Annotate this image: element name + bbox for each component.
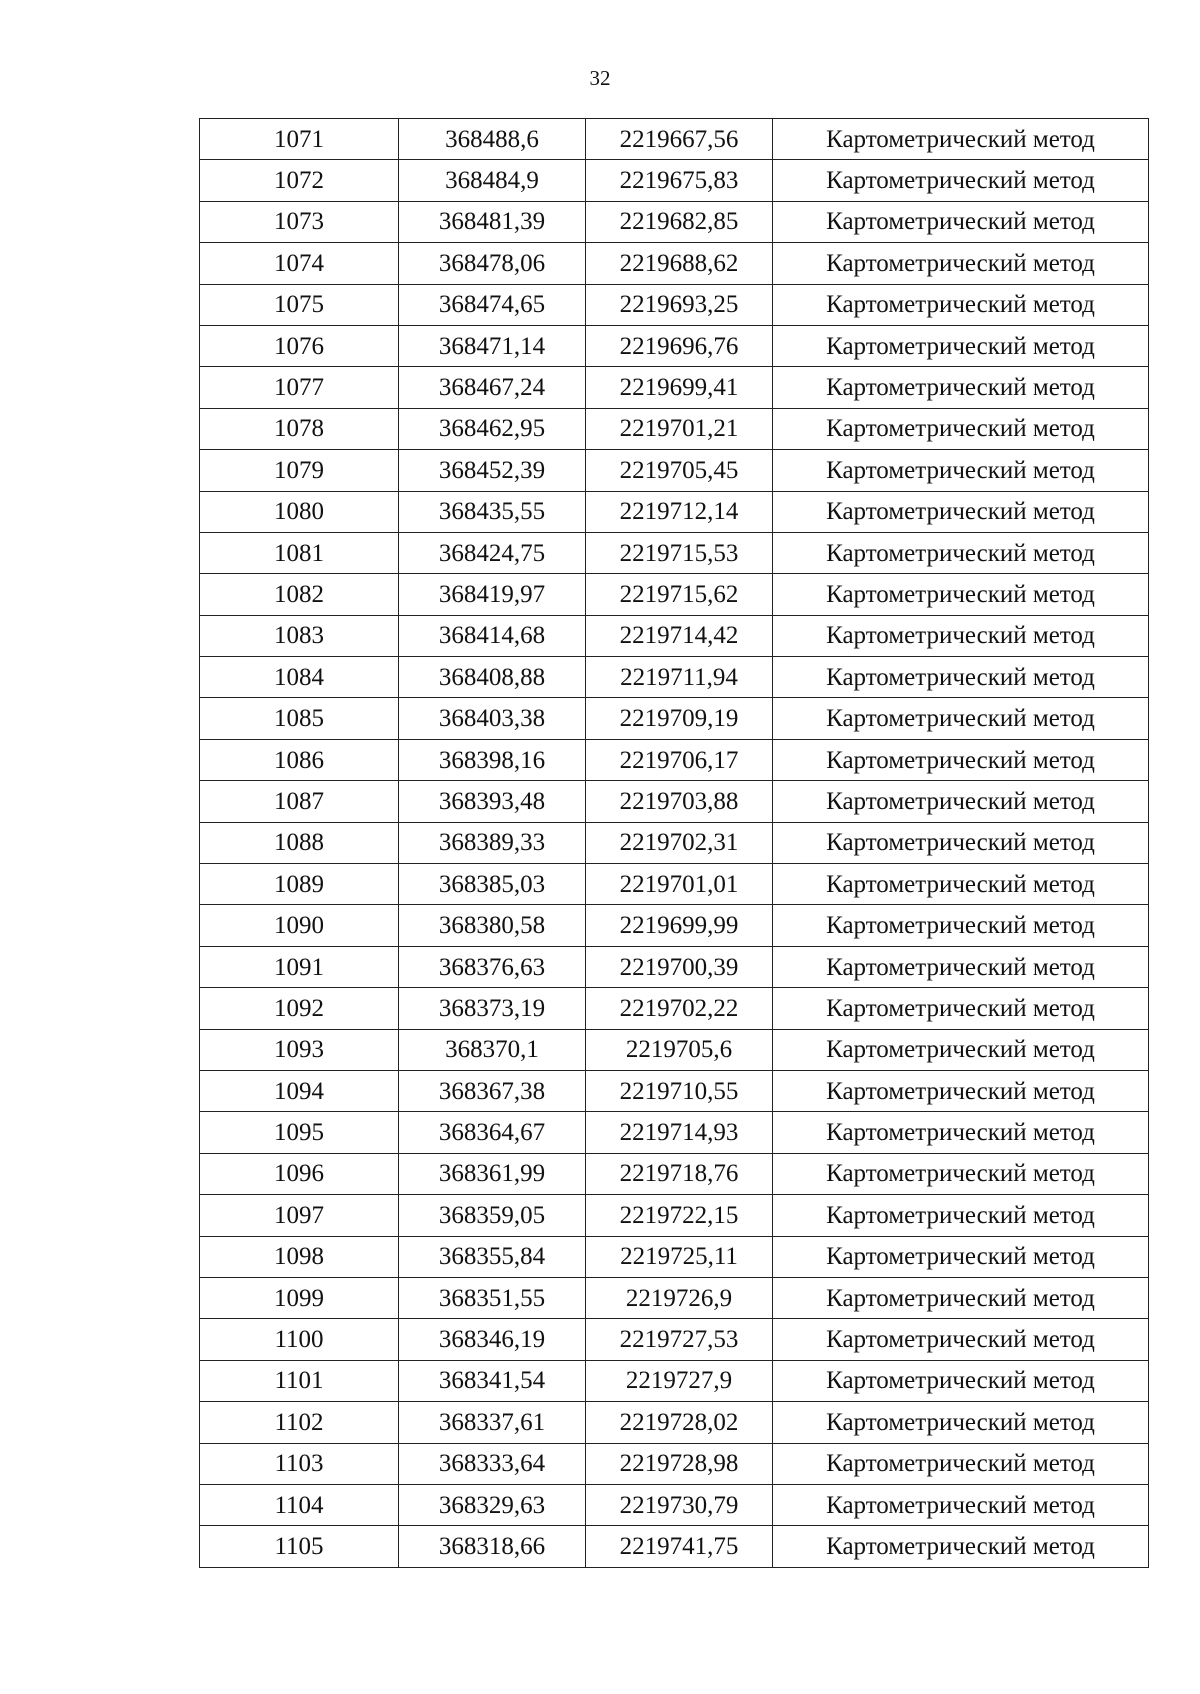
- table-row: [200, 1360, 1149, 1401]
- x-coordinate-cell: 368462,95: [399, 408, 586, 449]
- point-number-cell: 1101: [200, 1360, 399, 1401]
- y-coordinate-cell: 2219728,98: [586, 1443, 773, 1484]
- y-coordinate-cell: 2219702,31: [586, 822, 773, 863]
- method-cell: Картометрический метод: [773, 284, 1149, 325]
- point-number-cell: 1096: [200, 1153, 399, 1194]
- method-cell: Картометрический метод: [773, 1029, 1149, 1070]
- x-coordinate-cell: 368389,33: [399, 822, 586, 863]
- x-coordinate-cell: 368435,55: [399, 491, 586, 532]
- x-coordinate-cell: 368333,64: [399, 1443, 586, 1484]
- method-cell: Картометрический метод: [773, 201, 1149, 242]
- y-coordinate-cell: 2219700,39: [586, 946, 773, 987]
- y-coordinate-cell: 2219696,76: [586, 325, 773, 366]
- table-row: [200, 532, 1149, 573]
- x-coordinate-cell: 368471,14: [399, 325, 586, 366]
- x-coordinate-cell: 368414,68: [399, 615, 586, 656]
- y-coordinate-cell: 2219718,76: [586, 1153, 773, 1194]
- method-cell: Картометрический метод: [773, 1402, 1149, 1443]
- method-cell: Картометрический метод: [773, 491, 1149, 532]
- method-cell: Картометрический метод: [773, 325, 1149, 366]
- x-coordinate-cell: 368403,38: [399, 698, 586, 739]
- method-cell: Картометрический метод: [773, 1195, 1149, 1236]
- y-coordinate-cell: 2219711,94: [586, 657, 773, 698]
- point-number-cell: 1098: [200, 1236, 399, 1277]
- x-coordinate-cell: 368408,88: [399, 657, 586, 698]
- method-cell: Картометрический метод: [773, 657, 1149, 698]
- y-coordinate-cell: 2219722,15: [586, 1195, 773, 1236]
- table-row: [200, 1029, 1149, 1070]
- y-coordinate-cell: 2219714,93: [586, 1112, 773, 1153]
- coordinates-table: [199, 118, 1149, 1568]
- x-coordinate-cell: 368484,9: [399, 160, 586, 201]
- point-number-cell: 1079: [200, 450, 399, 491]
- point-number-cell: 1071: [200, 119, 399, 160]
- y-coordinate-cell: 2219730,79: [586, 1484, 773, 1525]
- point-number-cell: 1092: [200, 988, 399, 1029]
- point-number-cell: 1086: [200, 739, 399, 780]
- x-coordinate-cell: 368385,03: [399, 864, 586, 905]
- point-number-cell: 1082: [200, 574, 399, 615]
- x-coordinate-cell: 368364,67: [399, 1112, 586, 1153]
- point-number-cell: 1093: [200, 1029, 399, 1070]
- x-coordinate-cell: 368398,16: [399, 739, 586, 780]
- method-cell: Картометрический метод: [773, 243, 1149, 284]
- x-coordinate-cell: 368361,99: [399, 1153, 586, 1194]
- y-coordinate-cell: 2219705,6: [586, 1029, 773, 1070]
- table-row: [200, 905, 1149, 946]
- y-coordinate-cell: 2219706,17: [586, 739, 773, 780]
- x-coordinate-cell: 368359,05: [399, 1195, 586, 1236]
- point-number-cell: 1104: [200, 1484, 399, 1525]
- point-number-cell: 1073: [200, 201, 399, 242]
- y-coordinate-cell: 2219688,62: [586, 243, 773, 284]
- method-cell: Картометрический метод: [773, 988, 1149, 1029]
- point-number-cell: 1087: [200, 781, 399, 822]
- point-number-cell: 1105: [200, 1526, 399, 1567]
- method-cell: Картометрический метод: [773, 615, 1149, 656]
- method-cell: Картометрический метод: [773, 367, 1149, 408]
- coordinates-table-body: [200, 119, 1149, 1568]
- y-coordinate-cell: 2219725,11: [586, 1236, 773, 1277]
- method-cell: Картометрический метод: [773, 739, 1149, 780]
- table-row: [200, 284, 1149, 325]
- x-coordinate-cell: 368373,19: [399, 988, 586, 1029]
- method-cell: Картометрический метод: [773, 1484, 1149, 1525]
- x-coordinate-cell: 368337,61: [399, 1402, 586, 1443]
- table-row: [200, 1402, 1149, 1443]
- method-cell: Картометрический метод: [773, 574, 1149, 615]
- table-row: [200, 450, 1149, 491]
- x-coordinate-cell: 368467,24: [399, 367, 586, 408]
- x-coordinate-cell: 368376,63: [399, 946, 586, 987]
- method-cell: Картометрический метод: [773, 119, 1149, 160]
- x-coordinate-cell: 368367,38: [399, 1070, 586, 1111]
- point-number-cell: 1078: [200, 408, 399, 449]
- point-number-cell: 1077: [200, 367, 399, 408]
- point-number-cell: 1081: [200, 532, 399, 573]
- table-row: [200, 160, 1149, 201]
- method-cell: Картометрический метод: [773, 1236, 1149, 1277]
- x-coordinate-cell: 368351,55: [399, 1277, 586, 1318]
- point-number-cell: 1084: [200, 657, 399, 698]
- table-row: [200, 408, 1149, 449]
- table-row: [200, 657, 1149, 698]
- point-number-cell: 1100: [200, 1319, 399, 1360]
- y-coordinate-cell: 2219703,88: [586, 781, 773, 822]
- method-cell: Картометрический метод: [773, 781, 1149, 822]
- table-row: [200, 574, 1149, 615]
- x-coordinate-cell: 368341,54: [399, 1360, 586, 1401]
- y-coordinate-cell: 2219710,55: [586, 1070, 773, 1111]
- y-coordinate-cell: 2219675,83: [586, 160, 773, 201]
- method-cell: Картометрический метод: [773, 1319, 1149, 1360]
- x-coordinate-cell: 368346,19: [399, 1319, 586, 1360]
- y-coordinate-cell: 2219741,75: [586, 1526, 773, 1567]
- method-cell: Картометрический метод: [773, 408, 1149, 449]
- method-cell: Картометрический метод: [773, 1153, 1149, 1194]
- x-coordinate-cell: 368355,84: [399, 1236, 586, 1277]
- table-row: [200, 739, 1149, 780]
- method-cell: Картометрический метод: [773, 1070, 1149, 1111]
- table-row: [200, 946, 1149, 987]
- point-number-cell: 1083: [200, 615, 399, 656]
- method-cell: Картометрический метод: [773, 1443, 1149, 1484]
- table-row: [200, 864, 1149, 905]
- y-coordinate-cell: 2219709,19: [586, 698, 773, 739]
- table-row: [200, 1484, 1149, 1525]
- y-coordinate-cell: 2219701,21: [586, 408, 773, 449]
- point-number-cell: 1080: [200, 491, 399, 532]
- x-coordinate-cell: 368424,75: [399, 532, 586, 573]
- x-coordinate-cell: 368419,97: [399, 574, 586, 615]
- y-coordinate-cell: 2219712,14: [586, 491, 773, 532]
- point-number-cell: 1085: [200, 698, 399, 739]
- y-coordinate-cell: 2219727,9: [586, 1360, 773, 1401]
- method-cell: Картометрический метод: [773, 450, 1149, 491]
- table-row: [200, 243, 1149, 284]
- table-row: [200, 1153, 1149, 1194]
- point-number-cell: 1075: [200, 284, 399, 325]
- point-number-cell: 1099: [200, 1277, 399, 1318]
- method-cell: Картометрический метод: [773, 905, 1149, 946]
- table-row: [200, 1112, 1149, 1153]
- table-row: [200, 119, 1149, 160]
- table-row: [200, 1195, 1149, 1236]
- y-coordinate-cell: 2219705,45: [586, 450, 773, 491]
- table-row: [200, 1070, 1149, 1111]
- method-cell: Картометрический метод: [773, 1277, 1149, 1318]
- x-coordinate-cell: 368318,66: [399, 1526, 586, 1567]
- x-coordinate-cell: 368481,39: [399, 201, 586, 242]
- y-coordinate-cell: 2219693,25: [586, 284, 773, 325]
- point-number-cell: 1097: [200, 1195, 399, 1236]
- table-row: [200, 491, 1149, 532]
- x-coordinate-cell: 368329,63: [399, 1484, 586, 1525]
- table-row: [200, 822, 1149, 863]
- y-coordinate-cell: 2219702,22: [586, 988, 773, 1029]
- table-row: [200, 1236, 1149, 1277]
- y-coordinate-cell: 2219715,53: [586, 532, 773, 573]
- y-coordinate-cell: 2219727,53: [586, 1319, 773, 1360]
- point-number-cell: 1089: [200, 864, 399, 905]
- y-coordinate-cell: 2219701,01: [586, 864, 773, 905]
- table-row: [200, 988, 1149, 1029]
- table-row: [200, 1277, 1149, 1318]
- table-row: [200, 1526, 1149, 1567]
- method-cell: Картометрический метод: [773, 532, 1149, 573]
- x-coordinate-cell: 368474,65: [399, 284, 586, 325]
- y-coordinate-cell: 2219699,99: [586, 905, 773, 946]
- x-coordinate-cell: 368393,48: [399, 781, 586, 822]
- table-row: [200, 1319, 1149, 1360]
- method-cell: Картометрический метод: [773, 160, 1149, 201]
- method-cell: Картометрический метод: [773, 1360, 1149, 1401]
- point-number-cell: 1074: [200, 243, 399, 284]
- x-coordinate-cell: 368380,58: [399, 905, 586, 946]
- point-number-cell: 1088: [200, 822, 399, 863]
- point-number-cell: 1102: [200, 1402, 399, 1443]
- x-coordinate-cell: 368488,6: [399, 119, 586, 160]
- method-cell: Картометрический метод: [773, 1526, 1149, 1567]
- table-row: [200, 615, 1149, 656]
- method-cell: Картометрический метод: [773, 698, 1149, 739]
- table-row: [200, 1443, 1149, 1484]
- table-row: [200, 781, 1149, 822]
- y-coordinate-cell: 2219714,42: [586, 615, 773, 656]
- point-number-cell: 1091: [200, 946, 399, 987]
- point-number-cell: 1090: [200, 905, 399, 946]
- y-coordinate-cell: 2219728,02: [586, 1402, 773, 1443]
- table-row: [200, 325, 1149, 366]
- point-number-cell: 1095: [200, 1112, 399, 1153]
- x-coordinate-cell: 368452,39: [399, 450, 586, 491]
- point-number-cell: 1076: [200, 325, 399, 366]
- method-cell: Картометрический метод: [773, 946, 1149, 987]
- method-cell: Картометрический метод: [773, 822, 1149, 863]
- y-coordinate-cell: 2219726,9: [586, 1277, 773, 1318]
- point-number-cell: 1103: [200, 1443, 399, 1484]
- table-row: [200, 201, 1149, 242]
- point-number-cell: 1072: [200, 160, 399, 201]
- x-coordinate-cell: 368478,06: [399, 243, 586, 284]
- method-cell: Картометрический метод: [773, 1112, 1149, 1153]
- y-coordinate-cell: 2219667,56: [586, 119, 773, 160]
- table-row: [200, 698, 1149, 739]
- y-coordinate-cell: 2219682,85: [586, 201, 773, 242]
- x-coordinate-cell: 368370,1: [399, 1029, 586, 1070]
- page-number: 32: [589, 66, 611, 90]
- method-cell: Картометрический метод: [773, 864, 1149, 905]
- table-row: [200, 367, 1149, 408]
- point-number-cell: 1094: [200, 1070, 399, 1111]
- y-coordinate-cell: 2219715,62: [586, 574, 773, 615]
- y-coordinate-cell: 2219699,41: [586, 367, 773, 408]
